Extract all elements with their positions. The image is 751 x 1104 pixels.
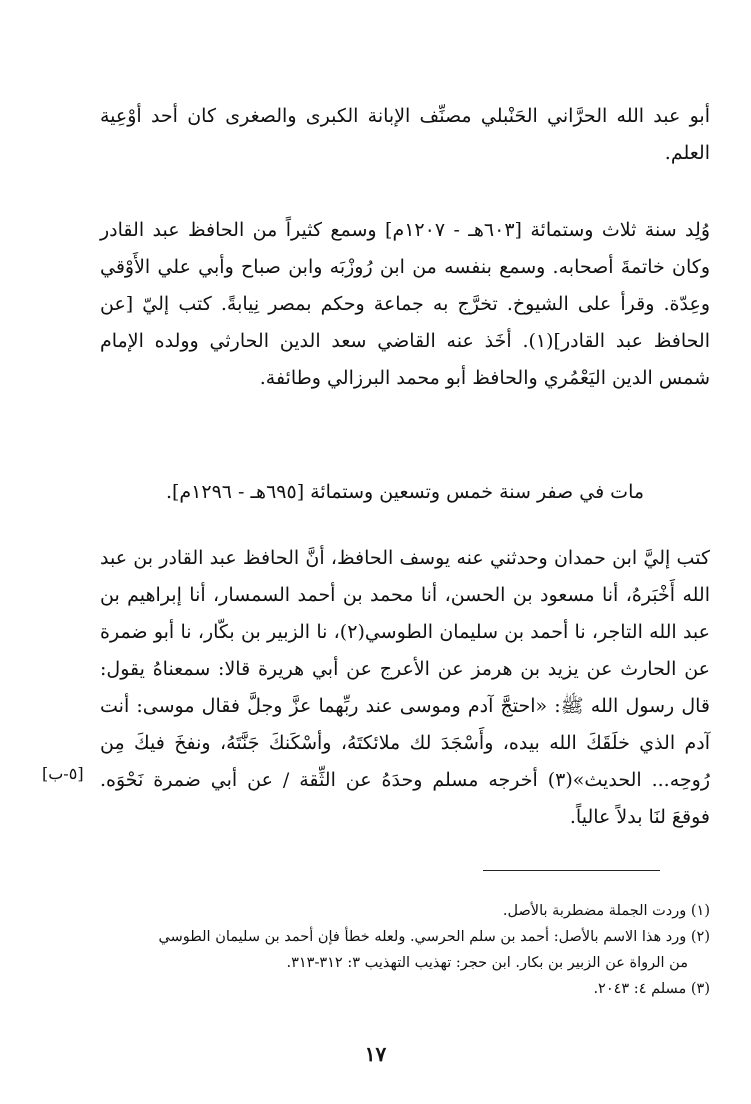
- paragraph-text: كتب إليَّ ابن حمدان وحدثني عنه يوسف الحافظ، أنَّ الحافظ عبد القادر بن عبد الله أَخْبَرهُ، أنا مسعود بن الحسن، أنا محمد بن أحمد السمسار، أنا إبراهيم بن عبد الله التاجر، نا أحمد بن سليمان الطوسي(٢)، نا الزبير بن بكّار، نا أبو ضمرة عن الحارث عن يزيد بن هرمز عن الأعرج عن أبي هريرة قالا: سمعناهُ يقول: قال رسول الله ﷺ: «احتجَّ آدم وموسى عند ربِّهما عزَّ وجلَّ فقال موسى: أنت آدم الذي خلَقَكَ الله بيده، وأَسْجَدَ لك ملائكتَهُ، وأسْكَنكَ جَنَّتَهُ، ونفخَ فيكَ مِن رُوحِه... الحديث»(٣) أخرجه مسلم وحدَهُ عن الثِّقة / عن أبي ضمرة نَحْوَه. فوقعَ لنَا بدلاً عالياً.: [100, 547, 710, 828]
- paragraph-text: وُلِد سنة ثلاث وستمائة [٦٠٣هـ - ١٢٠٧م] وسمع كثيراً من الحافظ عبد القادر وكان خاتمةَ أصحابه. وسمع بنفسه من ابن رُوزْبَه وابن صباح وأبي علي الأَوْقي وعِدّة. وقرأ على الشيوخ. تخرَّج به جماعة وحكم بمصر نِيابةً. كتب إليّ [عن الحافظ عبد القادر](١). أخَذ عنه القاضي سعد الدين الحارثي وولده الإمام شمس الدين اليَعْمُري والحافظ أبو محمد البرزالي وطائفة.: [100, 219, 710, 389]
- paragraph-text: أبو عبد الله الحرَّاني الحَنْبلي مصنِّف الإبانة الكبرى والصغرى كان أحد أوْعِية العلم.: [100, 105, 710, 164]
- paragraph-text: مات في صفر سنة خمس وتسعين وستمائة [٦٩٥هـ - ١٢٩٦م].: [165, 481, 645, 503]
- footnote-divider: [483, 870, 660, 871]
- footnote-3: (٣) مسلم ٤: ٢٠٤٣.: [593, 981, 710, 997]
- footnote-1: (١) وردت الجملة مضطربة بالأصل.: [502, 903, 710, 919]
- footnote-2: (٢) ورد هذا الاسم بالأصل: أحمد بن سلم الحرسي. ولعله خطأ فإن أحمد بن سليمان الطوسي: [158, 929, 710, 945]
- body-paragraph-3: [100, 474, 710, 511]
- footnotes: [100, 898, 710, 1002]
- footnote-2-continuation: من الرواة عن الزبير بن بكار. ابن حجر: تهذيب التهذيب ٣: ٣١٢-٣١٣.: [286, 955, 688, 971]
- manuscript-folio-marker: [٥-ب]: [42, 764, 84, 783]
- body-paragraph-2: [100, 212, 710, 397]
- page-number: ١٧: [364, 1042, 387, 1066]
- body-paragraph-4: [100, 540, 710, 836]
- body-paragraph-1: [100, 98, 710, 172]
